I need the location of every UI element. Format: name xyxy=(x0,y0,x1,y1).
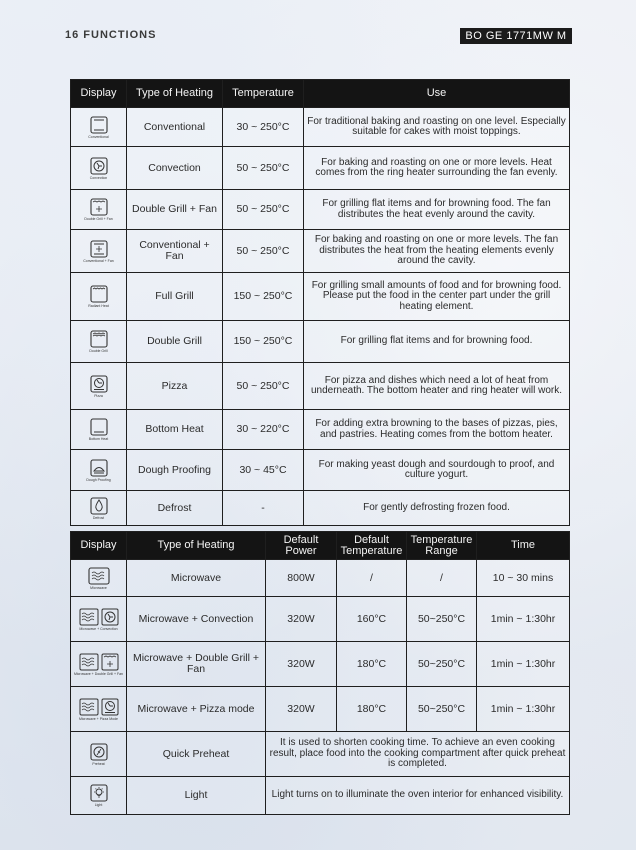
temperature: 50 ~ 250°C xyxy=(223,230,304,273)
section-title: 16 FUNCTIONS xyxy=(65,29,157,41)
heating-type: Microwave + Double Grill + Fan xyxy=(127,642,266,687)
temperature-range: 50~250°C xyxy=(407,642,477,687)
heating-type: Microwave + Pizza mode xyxy=(127,687,266,732)
header-default-power: Default Power xyxy=(266,532,337,560)
use-description: For adding extra browning to the bases of pizzas, pies, and pastries. Heating comes from the bottom heater. xyxy=(304,410,570,450)
microwave-functions-table xyxy=(70,531,570,815)
microwave-icon xyxy=(79,653,99,671)
pizza-icon xyxy=(101,698,119,716)
icon-caption: Microwave + Pizza Mode xyxy=(78,716,118,721)
oven-functions-table xyxy=(70,79,570,526)
pizza-icon xyxy=(90,375,108,393)
heating-type: Conventional + Fan xyxy=(127,230,223,273)
double-grill-fan-icon xyxy=(101,653,119,671)
table-row xyxy=(71,687,570,732)
icon-caption: Conventional + Fan xyxy=(83,258,114,263)
icon-caption: Microwave xyxy=(90,585,107,590)
heating-type: Microwave + Convection xyxy=(127,597,266,642)
table-row xyxy=(71,108,570,147)
heating-type: Microwave xyxy=(127,560,266,597)
default-temperature: 180°C xyxy=(337,687,407,732)
temperature: 30 ~ 250°C xyxy=(223,108,304,147)
temperature: 50 ~ 250°C xyxy=(223,190,304,230)
table-row xyxy=(71,230,570,273)
temperature: 50 ~ 250°C xyxy=(223,147,304,190)
icon-caption: Convection xyxy=(89,175,108,180)
temperature: 150 ~ 250°C xyxy=(223,273,304,321)
temperature: 150 ~ 250°C xyxy=(223,321,304,363)
microwave-icon xyxy=(79,608,99,626)
microwave-icon xyxy=(88,567,110,585)
table-row xyxy=(71,273,570,321)
header-use: Use xyxy=(304,80,570,108)
dough-proofing-icon xyxy=(90,459,108,477)
use-description: For making yeast dough and sourdough to proof, and culture yogurt. xyxy=(304,450,570,491)
bottom-heat-icon xyxy=(90,418,108,436)
header-temperature-range: Temperature Range xyxy=(407,532,477,560)
temperature-range: 50~250°C xyxy=(407,597,477,642)
temperature-range: / xyxy=(407,560,477,597)
heating-type: Double Grill + Fan xyxy=(127,190,223,230)
header-temperature: Temperature xyxy=(223,80,304,108)
icon-caption: Double Grill xyxy=(89,349,108,353)
icon-caption: Double Grill + Fan xyxy=(84,217,113,221)
microwave-icon xyxy=(79,698,99,716)
default-power: 800W xyxy=(266,560,337,597)
convection-icon xyxy=(90,157,108,175)
icon-caption: Bottom Heat xyxy=(88,437,109,441)
time: 10 ~ 30 mins xyxy=(477,560,570,597)
default-power: 320W xyxy=(266,642,337,687)
use-description: For traditional baking and roasting on one level. Especially suitable for cakes with moist toppings. xyxy=(304,108,570,147)
heating-type: Full Grill xyxy=(127,273,223,321)
icon-caption: Microwave + Convection xyxy=(79,626,118,631)
icon-caption: Conventional xyxy=(88,134,109,139)
table-row xyxy=(71,363,570,410)
defrost-icon xyxy=(90,497,108,515)
temperature-range: 50~250°C xyxy=(407,687,477,732)
use-description: For gently defrosting frozen food. xyxy=(304,491,570,526)
table-header-row xyxy=(71,532,570,560)
temperature: 30 ~ 220°C xyxy=(223,410,304,450)
model-badge: BO GE 1771MW M xyxy=(460,28,572,44)
icon-caption: Radiant Heat xyxy=(88,304,109,308)
icon-caption: Dough Proofing xyxy=(86,477,111,482)
default-power: 320W xyxy=(266,597,337,642)
use-description: For grilling flat items and for browning food. xyxy=(304,321,570,363)
table-header-row xyxy=(71,80,570,108)
heating-type: Conventional xyxy=(127,108,223,147)
use-description: For baking and roasting on one or more levels. Heat comes from the ring heater surrounding the fan evenly. xyxy=(304,147,570,190)
time: 1min ~ 1:30hr xyxy=(477,642,570,687)
table-row xyxy=(71,597,570,642)
default-temperature: 180°C xyxy=(337,642,407,687)
double-grill-fan-icon xyxy=(90,198,108,216)
heating-type: Light xyxy=(127,777,266,815)
table-row xyxy=(71,491,570,526)
header-type-of-heating: Type of Heating xyxy=(127,532,266,560)
table-row xyxy=(71,321,570,363)
icon-caption: Defrost xyxy=(92,515,105,520)
use-description: For baking and roasting on one or more levels. The fan distributes the heat from the heating elements evenly around the cavity. xyxy=(304,230,570,273)
icon-caption: Preheat xyxy=(92,761,105,766)
heating-type: Defrost xyxy=(127,491,223,526)
temperature: - xyxy=(223,491,304,526)
conventional-icon xyxy=(90,116,108,134)
heating-type: Double Grill xyxy=(127,321,223,363)
heating-type: Convection xyxy=(127,147,223,190)
convection-icon xyxy=(101,608,119,626)
table-row xyxy=(71,410,570,450)
light-icon xyxy=(90,784,108,802)
table-row xyxy=(71,190,570,230)
time: 1min ~ 1:30hr xyxy=(477,597,570,642)
icon-caption: Microwave + Double Grill + Fan xyxy=(73,671,124,676)
use-description: Light turns on to illuminate the oven interior for enhanced visibility. xyxy=(266,777,570,815)
use-description: It is used to shorten cooking time. To achieve an even cooking result, place food into the cooking compartment after quick preheat is completed. xyxy=(266,732,570,777)
header-default-temperature: Default Temperature xyxy=(337,532,407,560)
heating-type: Dough Proofing xyxy=(127,450,223,491)
table-row xyxy=(71,450,570,491)
icon-caption: Light xyxy=(94,803,103,807)
table-row xyxy=(71,147,570,190)
table-row xyxy=(71,560,570,597)
default-temperature: / xyxy=(337,560,407,597)
use-description: For grilling small amounts of food and for browning food. Please put the food in the center part under the grill heating element. xyxy=(304,273,570,321)
default-power: 320W xyxy=(266,687,337,732)
table-row xyxy=(71,732,570,777)
double-grill-icon xyxy=(90,330,108,348)
quick-preheat-icon xyxy=(90,743,108,761)
conventional-fan-icon xyxy=(90,240,108,258)
heating-type: Bottom Heat xyxy=(127,410,223,450)
icon-caption: Pizza xyxy=(94,393,103,398)
time: 1min ~ 1:30hr xyxy=(477,687,570,732)
header-display: Display xyxy=(71,532,127,560)
default-temperature: 160°C xyxy=(337,597,407,642)
table-row xyxy=(71,777,570,815)
header-time: Time xyxy=(477,532,570,560)
header-type-of-heating: Type of Heating xyxy=(127,80,223,108)
use-description: For grilling flat items and for browning food. The fan distributes the heat evenly around the cavity. xyxy=(304,190,570,230)
temperature: 50 ~ 250°C xyxy=(223,363,304,410)
heating-type: Quick Preheat xyxy=(127,732,266,777)
table-row xyxy=(71,642,570,687)
temperature: 30 ~ 45°C xyxy=(223,450,304,491)
heating-type: Pizza xyxy=(127,363,223,410)
header-display: Display xyxy=(71,80,127,108)
full-grill-icon xyxy=(90,285,108,303)
use-description: For pizza and dishes which need a lot of heat from underneath. The bottom heater and ring heater will work. xyxy=(304,363,570,410)
